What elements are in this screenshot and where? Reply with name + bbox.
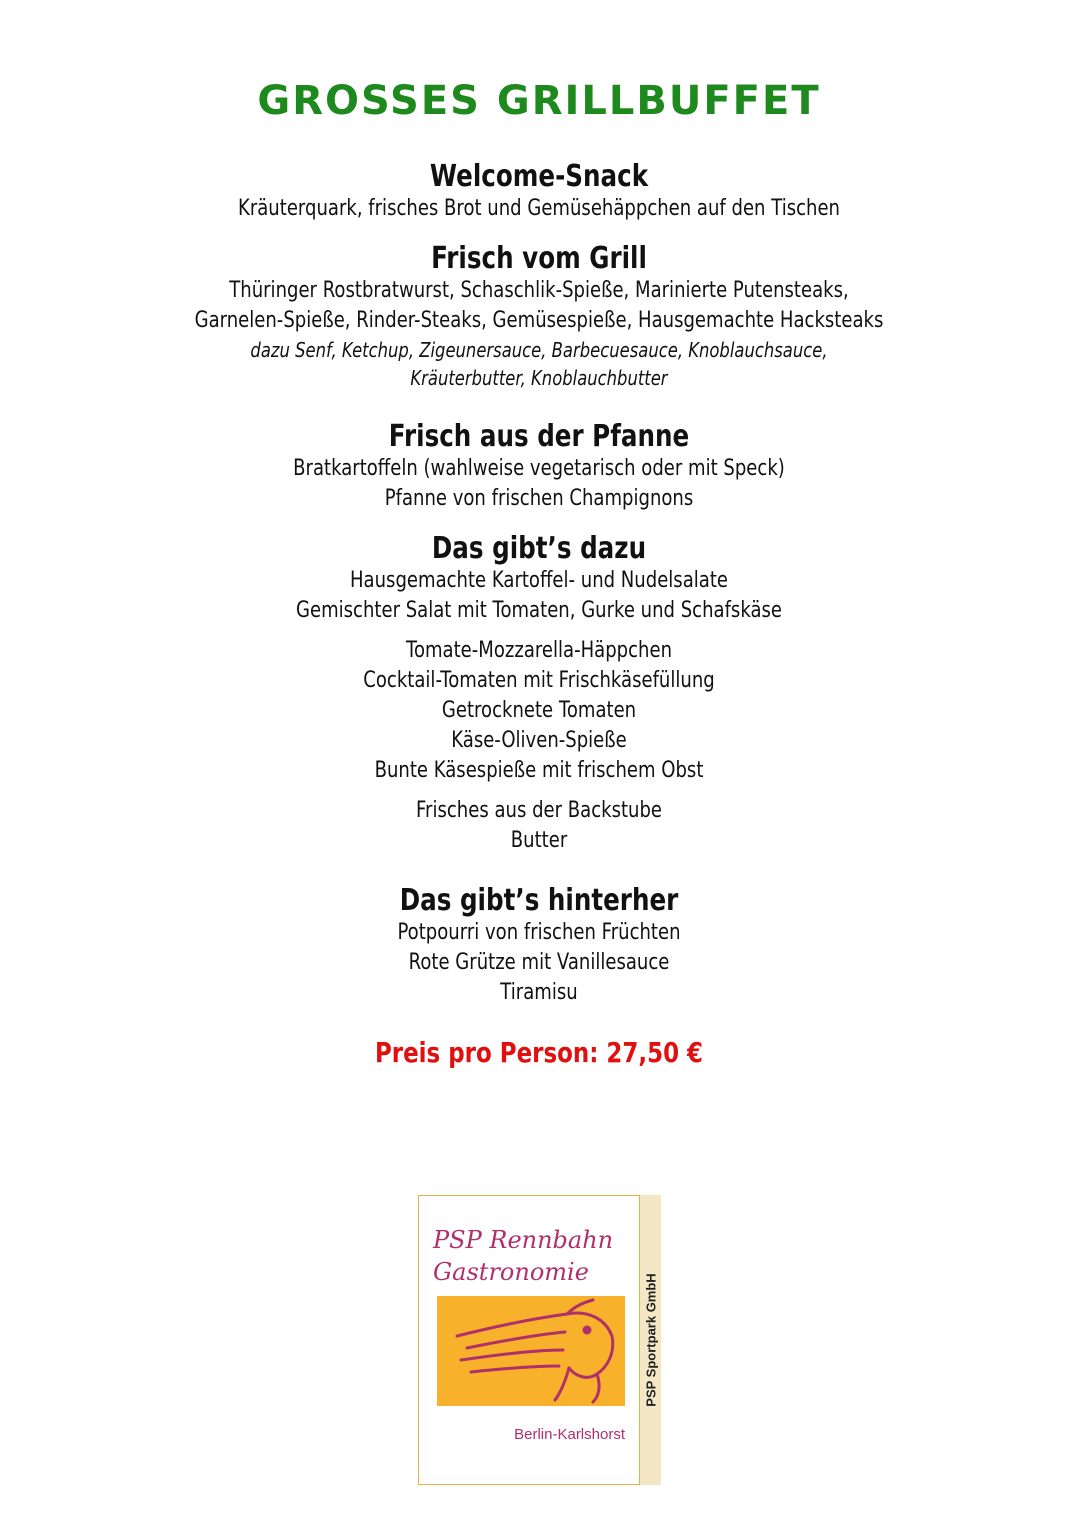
section-heading: Frisch aus der Pfanne xyxy=(388,419,690,454)
logo-card xyxy=(418,1195,640,1485)
menu-line: Getrocknete Tomaten xyxy=(441,698,637,723)
menu-line-italic: Kräuterbutter, Knoblauchbutter xyxy=(410,366,668,390)
menu-line-italic: dazu Senf, Ketchup, Zigeunersauce, Barbecuesauce, Knoblauchsauce, xyxy=(250,338,828,362)
logo-emblem xyxy=(437,1296,625,1454)
section-grill xyxy=(0,242,1078,392)
logo-orange-panel xyxy=(437,1296,625,1406)
logo-name-line1: PSP Rennbahn xyxy=(433,1226,614,1254)
menu-line: Gemischter Salat mit Tomaten, Gurke und Schafskäse xyxy=(295,598,783,623)
section-heading: Frisch vom Grill xyxy=(431,241,647,276)
section-welcome xyxy=(0,160,1078,224)
menu-line: Kräuterquark, frisches Brot und Gemüsehäppchen auf den Tischen xyxy=(238,196,840,221)
menu-line: Butter xyxy=(510,828,568,853)
logo-side-text: PSP Sportpark GmbH xyxy=(643,1273,658,1407)
price-label: Preis pro Person: 27,50 € xyxy=(374,1036,704,1069)
horse-head-icon xyxy=(437,1296,625,1406)
menu-line: Frisches aus der Backstube xyxy=(415,798,663,823)
section-sides xyxy=(0,532,1078,856)
menu-line: Käse-Oliven-Spieße xyxy=(451,728,627,753)
logo-city: Berlin-Karlshorst xyxy=(514,1426,625,1443)
company-logo xyxy=(418,1195,661,1485)
section-heading: Das gibt’s hinterher xyxy=(399,883,679,918)
logo-side-strip xyxy=(640,1195,661,1485)
section-dessert xyxy=(0,884,1078,1008)
section-heading: Das gibt’s dazu xyxy=(431,531,647,566)
menu-line: Tiramisu xyxy=(500,980,578,1005)
menu-line: Pfanne von frischen Champignons xyxy=(384,486,694,511)
menu-line: Hausgemachte Kartoffel- und Nudelsalate xyxy=(349,568,728,593)
menu-line: Bratkartoffeln (wahlweise vegetarisch oder mit Speck) xyxy=(293,456,785,481)
logo-name-line2: Gastronomie xyxy=(433,1258,589,1286)
menu-line: Rote Grütze mit Vanillesauce xyxy=(408,950,670,975)
menu-line: Cocktail-Tomaten mit Frischkäsefüllung xyxy=(363,668,715,693)
page-title: GROSSES GRILLBUFFET xyxy=(257,78,821,124)
menu-line: Garnelen-Spieße, Rinder-Steaks, Gemüsespieße, Hausgemachte Hacksteaks xyxy=(194,308,884,333)
menu-line: Bunte Käsespieße mit frischem Obst xyxy=(374,758,704,783)
menu-line: Thüringer Rostbratwurst, Schaschlik-Spieße, Marinierte Putensteaks, xyxy=(229,278,849,303)
section-heading: Welcome-Snack xyxy=(429,159,649,194)
menu-line: Potpourri von frischen Früchten xyxy=(397,920,681,945)
menu-body xyxy=(0,160,1078,1069)
menu-line: Tomate-Mozzarella-Häppchen xyxy=(405,638,673,663)
section-pan xyxy=(0,420,1078,514)
